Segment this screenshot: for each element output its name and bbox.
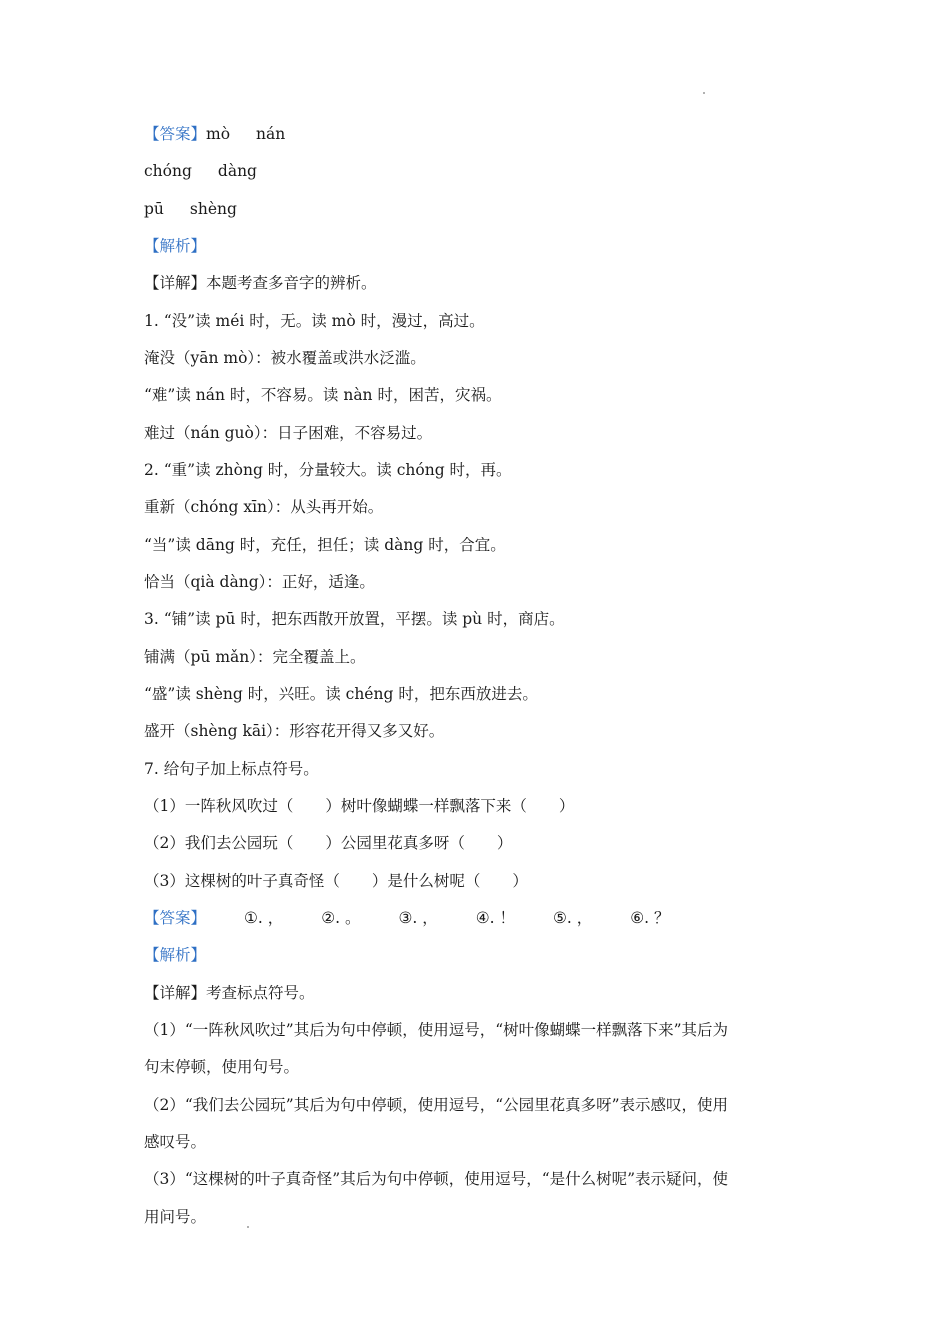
explanation-line: （3）“这棵树的叶子真奇怪”其后为句中停顿，使用逗号，“是什么树呢”表示疑问，使 xyxy=(144,1170,729,1188)
scan-dot xyxy=(703,92,705,94)
detail-line xyxy=(144,983,315,1003)
detail-text: 考查标点符号。 xyxy=(206,984,315,1002)
sentence-part: （2）我们去公园玩（ xyxy=(144,834,294,852)
explanation-line: 2. “重”读 zhòng 时，分量较大。读 chóng 时，再。 xyxy=(144,461,512,479)
q6-answer-line xyxy=(144,199,237,219)
pinyin-answer: nán xyxy=(256,125,286,143)
sentence-part: （3）这棵树的叶子真奇怪（ xyxy=(144,872,340,890)
explanation-line: 铺满（pū mǎn）：完全覆盖上。 xyxy=(144,648,366,666)
sentence-part: ） xyxy=(512,872,528,890)
explanation-line: 恰当（qià dàng）：正好，适逢。 xyxy=(144,573,375,591)
sentence-part: ）树叶像蝴蝶一样飘落下来（ xyxy=(325,797,527,815)
detail-tag: 【详解】 xyxy=(144,984,207,1002)
question-title: 7. 给句子加上标点符号。 xyxy=(144,760,319,778)
answer-item: ⑤. ， xyxy=(553,909,593,927)
explanation-line: 重新（chóng xīn）：从头再开始。 xyxy=(144,498,384,516)
detail-line xyxy=(144,273,377,293)
explanation-line: “当”读 dāng 时，充任，担任；读 dàng 时，合宜。 xyxy=(144,536,506,554)
answer-item: ①. ， xyxy=(244,909,284,927)
sentence-part: ）是什么树呢（ xyxy=(371,872,481,890)
pinyin-answer: shèng xyxy=(189,200,237,218)
explanation-line: “盛”读 shèng 时，兴旺。读 chéng 时，把东西放进去。 xyxy=(144,685,538,703)
sentence-part: ） xyxy=(496,834,513,852)
explanation-line: 句末停顿，使用句号。 xyxy=(144,1058,300,1076)
explanation-line: 难过（nán guò）：日子困难，不容易过。 xyxy=(144,424,433,442)
detail-tag: 【详解】 xyxy=(144,274,207,292)
analysis-tag: 【解析】 xyxy=(144,946,207,964)
answer-item: ④. ！ xyxy=(475,909,516,927)
explanation-line: （2）“我们去公园玩”其后为句中停顿，使用逗号，“公园里花真多呀”表示感叹，使用 xyxy=(144,1096,729,1114)
sentence-part: （1）一阵秋风吹过（ xyxy=(144,797,294,815)
explanation-line: 感叹号。 xyxy=(144,1133,207,1151)
sentence-part: ）公园里花真多呀（ xyxy=(325,834,465,852)
q7-answer-line xyxy=(144,908,670,928)
pinyin-answer: pū xyxy=(144,200,164,218)
question-sentence xyxy=(144,796,574,816)
explanation-line: 1. “没”读 méi 时，无。读 mò 时，漫过，高过。 xyxy=(144,312,485,330)
pinyin-answer: chóng xyxy=(144,162,192,180)
analysis-tag: 【解析】 xyxy=(144,237,207,255)
q6-answer-line xyxy=(144,124,285,144)
answer-tag: 【答案】 xyxy=(144,125,207,143)
explanation-line: 3. “铺”读 pū 时，把东西散开放置，平摆。读 pù 时，商店。 xyxy=(144,610,565,628)
answer-item: ③. ， xyxy=(398,909,438,927)
answer-tag: 【答案】 xyxy=(144,909,207,927)
explanation-line: “难”读 nán 时，不容易。读 nàn 时，困苦，灾祸。 xyxy=(144,386,502,404)
pinyin-answer: dàng xyxy=(217,162,257,180)
q6-answer-line xyxy=(144,161,257,181)
question-sentence xyxy=(144,833,512,853)
pinyin-answer: mò xyxy=(206,125,231,143)
explanation-line: 淹没（yān mò）：被水覆盖或洪水泛滥。 xyxy=(144,349,426,367)
detail-text: 本题考查多音字的辨析。 xyxy=(206,274,377,292)
answer-item: ⑥. ？ xyxy=(630,909,670,927)
explanation-line: 盛开（shèng kāi）：形容花开得又多又好。 xyxy=(144,722,445,740)
explanation-line: 用问号。 xyxy=(144,1208,207,1226)
explanation-line: （1）“一阵秋风吹过”其后为句中停顿，使用逗号，“树叶像蝴蝶一样飘落下来”其后为 xyxy=(144,1021,729,1039)
question-sentence xyxy=(144,871,528,891)
scan-dot xyxy=(247,1226,249,1228)
answer-item: ②. 。 xyxy=(321,909,361,927)
sentence-part: ） xyxy=(558,797,575,815)
